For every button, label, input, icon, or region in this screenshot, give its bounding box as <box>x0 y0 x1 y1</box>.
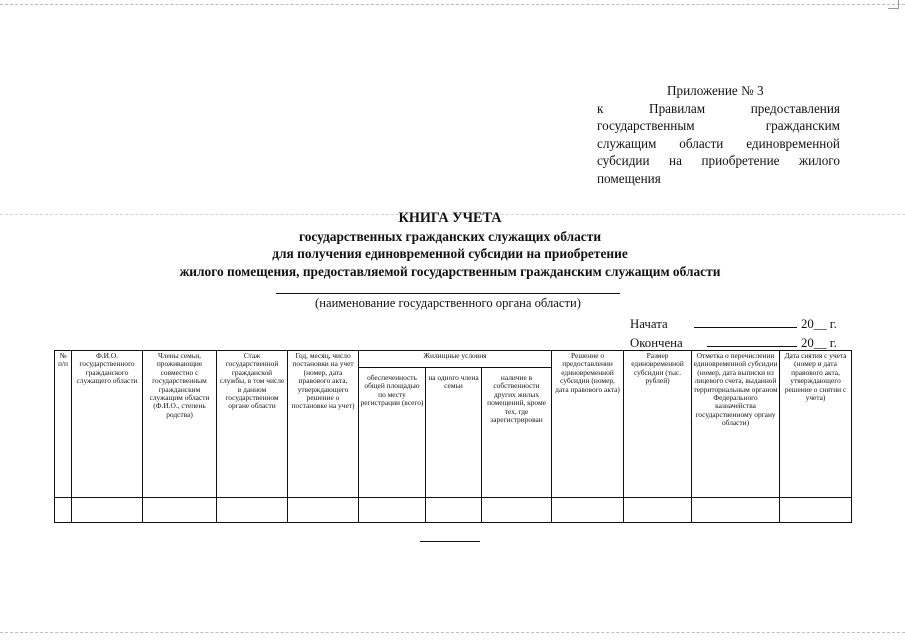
table-cell <box>55 498 72 523</box>
appendix-word: Правилам <box>649 100 706 116</box>
appendix-word: жилого <box>798 153 840 169</box>
header-service: Стаж государственной гражданской службы, в том числе в данном государственном органе области <box>217 351 288 498</box>
table-cell <box>288 498 359 523</box>
header-num: № п/п <box>55 351 72 498</box>
registration-book-table <box>54 350 852 523</box>
started-row <box>630 315 845 334</box>
heading-line-3: для получения единовременной субсидии на приобретение <box>272 246 628 262</box>
header-housing: Жилищные условия <box>359 351 552 368</box>
heading-line-4: жилого помещения, предоставляемой государственным гражданским служащим области <box>179 263 721 279</box>
appendix-word: к <box>597 100 604 116</box>
table-cell <box>426 498 482 523</box>
header-family: Члены семьи, проживающие совместно с государственным гражданским служащим области (Ф.И.О., степень родства) <box>143 351 217 498</box>
appendix-line-4 <box>597 152 840 170</box>
header-housing-per-member: на одного члена семьи <box>426 368 482 498</box>
appendix-word: предоставления <box>750 100 840 116</box>
scan-edge-bottom <box>0 632 905 633</box>
table-cell <box>217 498 288 523</box>
appendix-line-1 <box>597 100 840 118</box>
document-heading <box>100 210 800 280</box>
footer-separator-line <box>420 541 480 542</box>
scan-corner-mark <box>888 0 899 9</box>
table-row <box>55 498 852 523</box>
started-year: 20__ г. <box>801 317 837 331</box>
header-amount: Размер единовременной субсидии (тыс. рублей) <box>624 351 692 498</box>
table-cell <box>780 498 852 523</box>
org-name-blank-line <box>276 293 620 294</box>
table-cell <box>624 498 692 523</box>
header-housing-other: наличие в собственности других жилых помещений, кроме тех, где зарегистрирован <box>482 368 552 498</box>
header-transfer: Отметка о перечислении единовременной субсидии (номер, дата выписки из лицевого счета, выданной территориальным органом Федерального казначейства государственному органу области) <box>692 351 780 498</box>
appendix-word: единовременной <box>746 135 840 151</box>
heading-line-2: государственных гражданских служащих области <box>298 228 602 244</box>
header-fio: Ф.И.О. государственного гражданского служащего области <box>72 351 143 498</box>
started-date-blank <box>694 316 797 328</box>
appendix-word: служащим <box>597 135 657 151</box>
appendix-line-3 <box>597 135 840 153</box>
table-cell <box>482 498 552 523</box>
header-registration: Год, месяц, число постановки на учет (номер, дата правового акта, утверждающего решение о постановке на учет) <box>288 351 359 498</box>
appendix-title-row <box>597 82 840 100</box>
header-decision: Решение о предоставлении единовременной субсидии (номер, дата правового акта) <box>552 351 624 498</box>
appendix-word: государственным <box>597 118 695 134</box>
header-housing-area: обеспеченность общей площадью по месту регистрации (всего) <box>359 368 426 498</box>
appendix-word: приобретение <box>701 153 780 169</box>
appendix-word: на <box>669 153 682 169</box>
ended-year: 20__ г. <box>801 335 837 350</box>
org-name-caption: (наименование государственного органа области) <box>315 296 581 310</box>
appendix-title: Приложение № 3 <box>667 83 764 98</box>
appendix-word: гражданским <box>765 118 840 134</box>
ended-date-blank <box>707 335 797 347</box>
table-cell <box>143 498 217 523</box>
scan-edge-top <box>0 4 905 5</box>
table-cell <box>552 498 624 523</box>
appendix-line-2 <box>597 117 840 135</box>
table-header-row-1 <box>55 351 852 368</box>
appendix-block <box>597 82 840 188</box>
table-cell <box>359 498 426 523</box>
heading-title: КНИГА УЧЕТА <box>398 210 502 226</box>
table-cell <box>72 498 143 523</box>
appendix-word: области <box>679 135 724 151</box>
header-removal: Дата снятия с учета (номер и дата правового акта, утверждающего решение о снятии с учета) <box>780 351 852 498</box>
started-label: Начата <box>630 317 668 331</box>
appendix-word: субсидии <box>597 153 650 169</box>
dates-block <box>630 315 845 352</box>
table-cell <box>692 498 780 523</box>
ended-label: Окончена <box>630 335 683 350</box>
appendix-line-5: помещения <box>597 170 661 186</box>
